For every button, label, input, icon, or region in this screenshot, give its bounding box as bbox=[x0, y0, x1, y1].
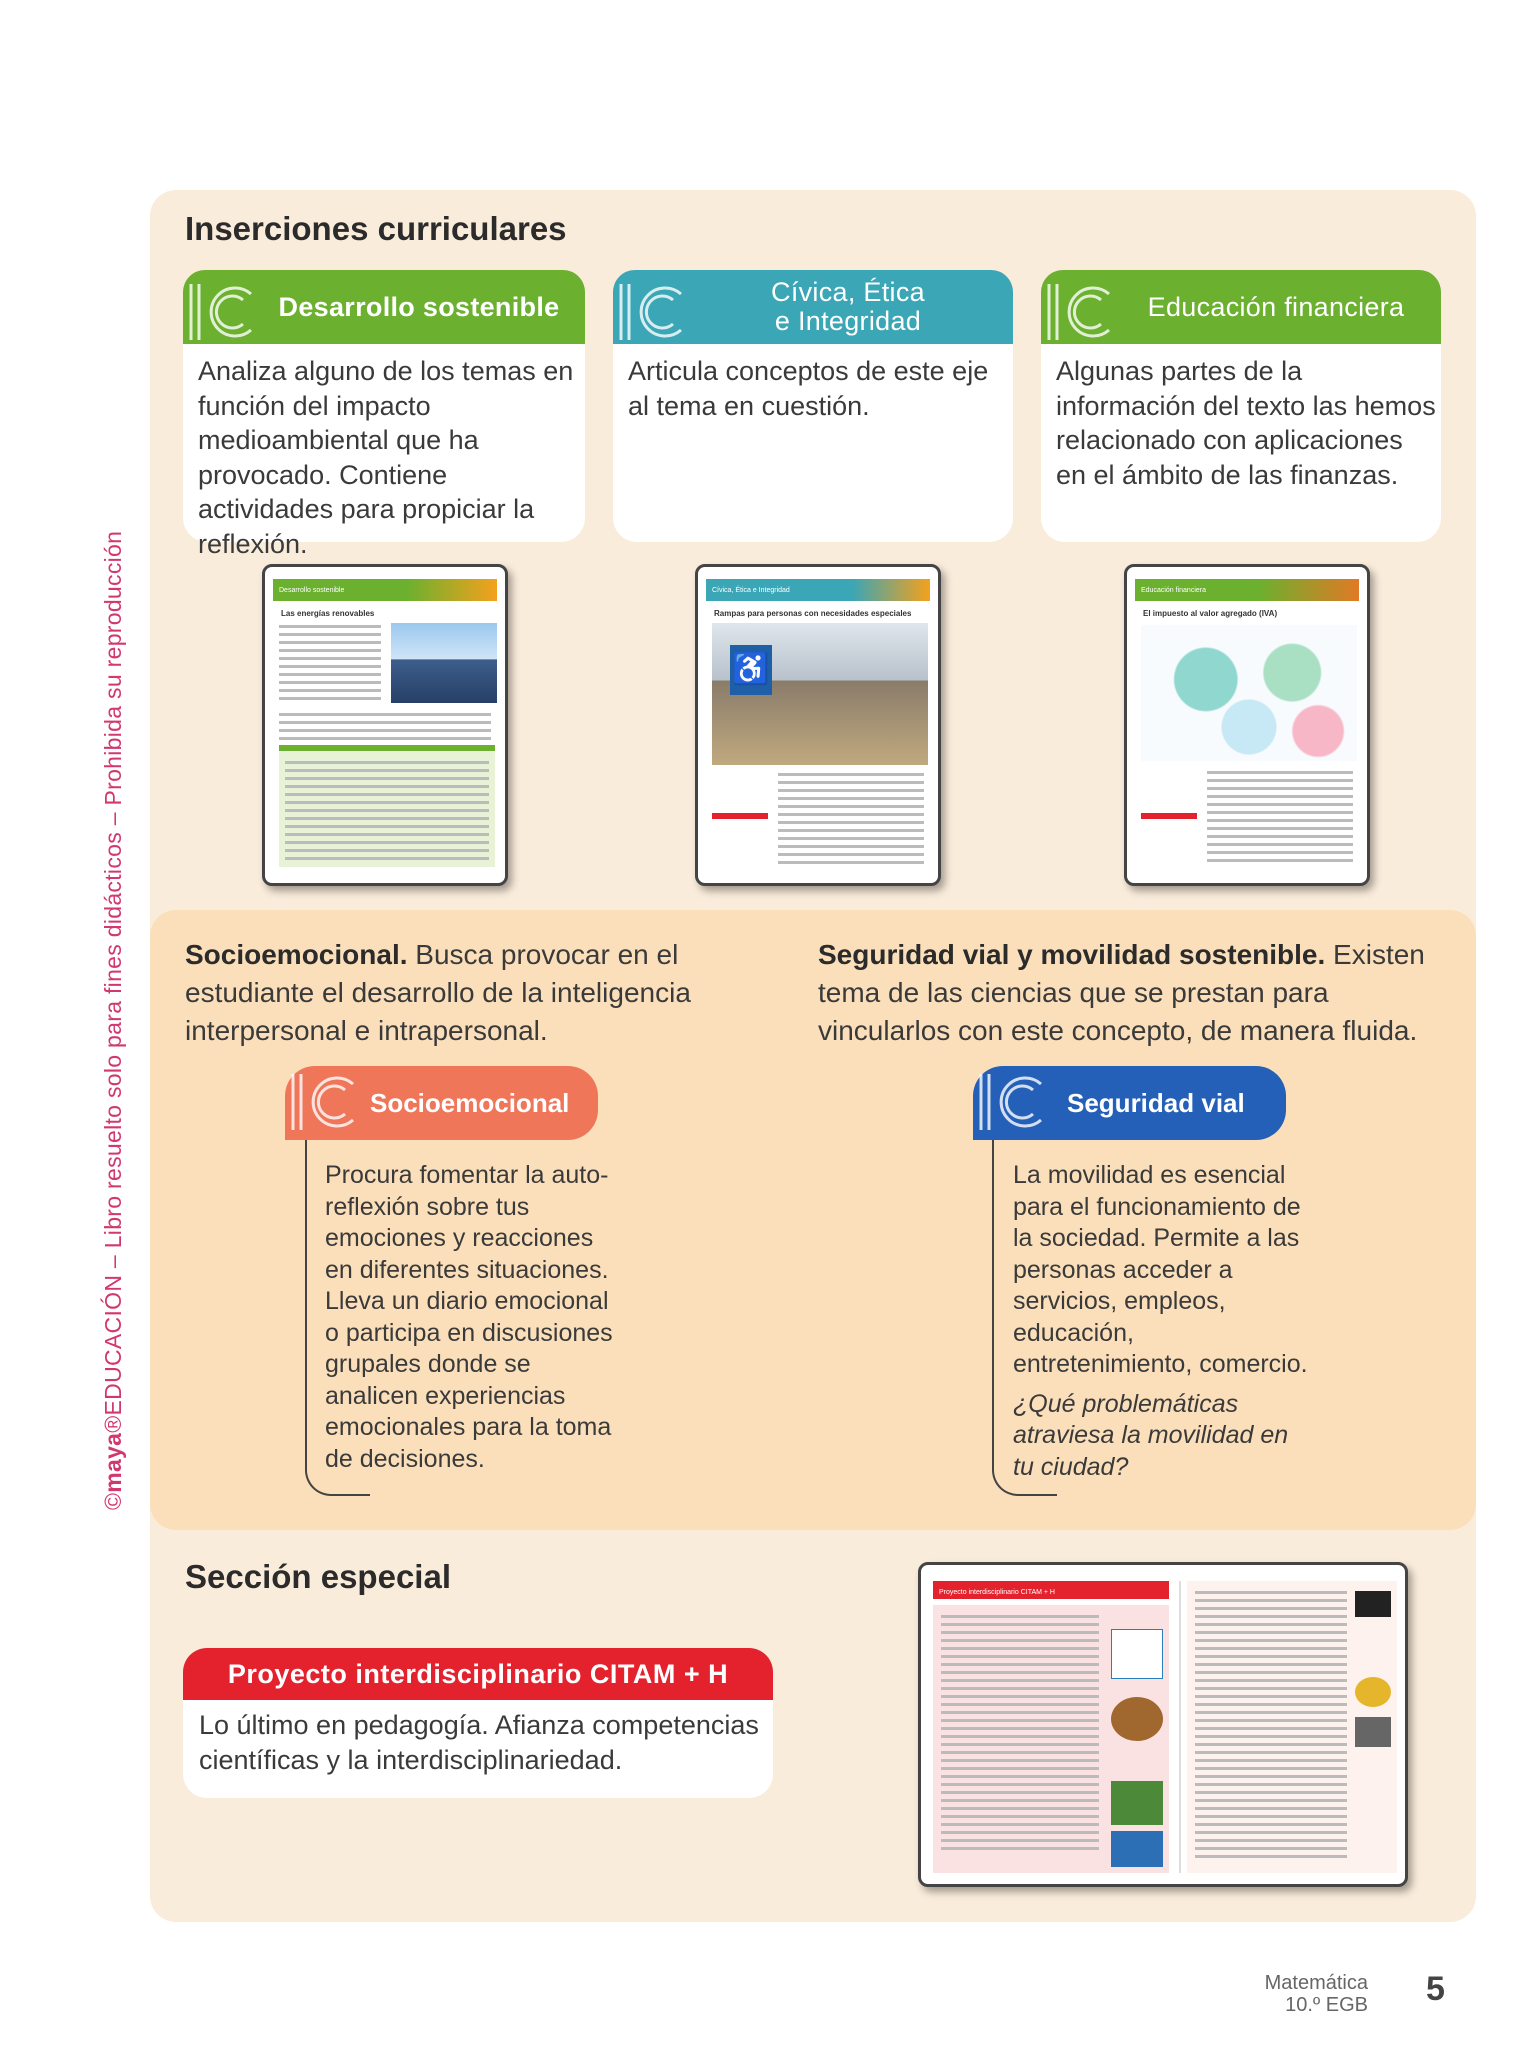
plant-image bbox=[1111, 1781, 1163, 1825]
thumb-lines bbox=[1207, 771, 1353, 867]
thumb-subtitle: Rampas para personas con necesidades especiales bbox=[714, 609, 912, 618]
card-citam bbox=[183, 1648, 773, 1798]
card-tab bbox=[1041, 270, 1441, 344]
ramp-image bbox=[712, 623, 928, 765]
card-text: Algunas partes de la información del texto las hemos relacionado con aplicaciones en el ámbito de las finanzas. bbox=[1056, 356, 1436, 490]
bin-image bbox=[1111, 1831, 1163, 1867]
food-image bbox=[1111, 1697, 1163, 1741]
card-tab bbox=[183, 270, 585, 344]
seguridad-vial-box-text: La movilidad es esencial para el funcionamiento de la sociedad. Permite a las personas acceder a servicios, empleos, educación, entretenimiento, comercio. ¿Qué problemáticas atraviesa la movilidad en tu ciudad? bbox=[1013, 1161, 1308, 1481]
socioemocional-description: Socioemocional. Busca provocar en el estudiante el desarrollo de la inteligencia interpersonal e intrapersonal. bbox=[185, 939, 691, 1046]
thumb-header: Proyecto interdisciplinario CITAM + H bbox=[933, 1581, 1169, 1599]
iva-illustration bbox=[1141, 625, 1357, 761]
pill-label: Seguridad vial bbox=[1067, 1087, 1245, 1118]
thumb-header: Educación financiera bbox=[1135, 579, 1359, 601]
thumbnail-civica bbox=[695, 564, 941, 886]
thumb-lines bbox=[279, 625, 381, 705]
section-title-especial: Sección especial bbox=[185, 1558, 451, 1595]
card-tab bbox=[613, 270, 1013, 344]
seguridad-vial-description: Seguridad vial y movilidad sostenible. Existen tema de las ciencias que se prestan para vincularlos con este concepto, de manera fluida. bbox=[818, 939, 1425, 1046]
accessibility-icon: ♿ bbox=[730, 645, 772, 695]
thumb-right-page bbox=[1187, 1581, 1397, 1873]
socioemocional-pill bbox=[285, 1066, 598, 1140]
activity-box bbox=[279, 745, 495, 867]
ic-logo-icon bbox=[1043, 280, 1123, 344]
citam-title: Proyecto interdisciplinario CITAM + H bbox=[183, 1648, 773, 1700]
card-desarrollo-sostenible bbox=[183, 270, 585, 559]
thumb-header: Cívica, Ética e Integridad bbox=[706, 579, 930, 601]
thumb-subtitle: Las energías renovables bbox=[281, 609, 375, 618]
section-title-inserciones: Inserciones curriculares bbox=[185, 210, 567, 247]
card-title: Educación financiera bbox=[1147, 291, 1405, 322]
thumb-tag bbox=[1141, 813, 1197, 819]
footer-subject: Matemática 10.º EGB bbox=[1264, 1972, 1368, 2016]
seguridad-vial-pill bbox=[973, 1066, 1286, 1140]
ods-logo bbox=[1111, 1629, 1163, 1679]
ic-logo-icon bbox=[975, 1070, 1055, 1134]
tape-image bbox=[1355, 1677, 1391, 1707]
thumb-header: Desarrollo sostenible bbox=[273, 579, 497, 601]
thumb-tag bbox=[712, 813, 768, 819]
socioemocional-box-text: Procura fomentar la auto-reflexión sobre tus emociones y reacciones en diferentes situaciones. Lleva un diario emocional o participa en discusiones grupales donde se analicen experiencias emocionales para la toma de decisiones. bbox=[325, 1161, 613, 1473]
card-title: Cívica, Ética e Integridad bbox=[771, 277, 925, 336]
citam-text: Lo último en pedagogía. Afianza competencias científicas y la interdisciplinariedad. bbox=[199, 1710, 759, 1775]
ic-logo-icon bbox=[185, 280, 265, 344]
ic-logo-icon bbox=[287, 1070, 367, 1134]
thumb-lines bbox=[279, 713, 491, 745]
spine bbox=[1179, 1581, 1181, 1873]
card-text: Analiza alguno de los temas en función del impacto medioambiental que ha provocado. Contiene actividades para propiciar la reflexión. bbox=[198, 356, 574, 559]
screen-image bbox=[1355, 1591, 1391, 1617]
card-title: Desarrollo sostenible bbox=[278, 291, 560, 322]
thumbnail-citam bbox=[918, 1562, 1408, 1887]
thumb-left-page bbox=[933, 1605, 1169, 1873]
thumbnail-desarrollo bbox=[262, 564, 508, 886]
bearing-image bbox=[1355, 1717, 1391, 1747]
ic-logo-icon bbox=[615, 280, 695, 344]
card-text: Articula conceptos de este eje al tema en cuestión. bbox=[628, 356, 989, 421]
card-educacion-financiera bbox=[1041, 270, 1441, 542]
page-number: 5 bbox=[1426, 1970, 1445, 2008]
thumb-subtitle: El impuesto al valor agregado (IVA) bbox=[1143, 609, 1278, 618]
copyright-sidebar: ©maya®EDUCACIÓN – Libro resuelto solo para fines didácticos – Prohibida su reproducción bbox=[100, 530, 126, 1510]
thumb-lines bbox=[778, 773, 924, 869]
card-civica-etica bbox=[613, 270, 1013, 542]
solar-panels-image bbox=[391, 623, 497, 703]
thumbnail-financiera bbox=[1124, 564, 1370, 886]
pill-label: Socioemocional bbox=[370, 1087, 570, 1118]
